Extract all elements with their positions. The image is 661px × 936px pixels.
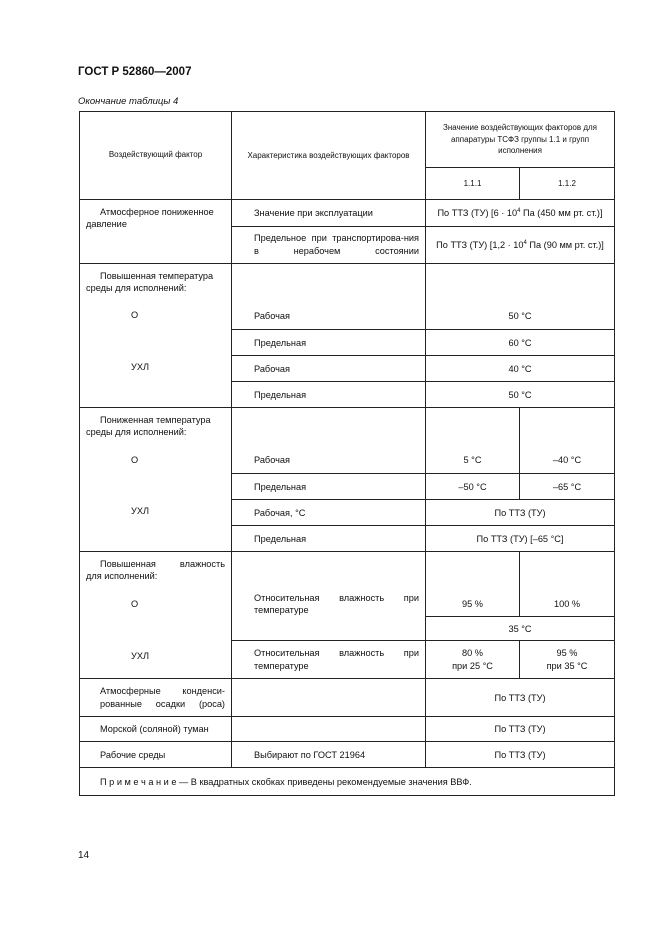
high-temp-o-limit-value: 60 °С [426,330,615,356]
low-temp-uhl-work: Рабочая, °С [232,500,426,526]
low-temp-o-work-v1: 5 °С [426,448,520,474]
page-number: 14 [78,850,90,861]
humidity-o-v1: 95 % [426,592,520,617]
factor-high-temp: Повышенная температура среды для исполнений: О УХЛ [80,264,232,408]
low-temp-o-work-v2: –40 °С [520,448,615,474]
header-characteristic: Характеристика воздействующих факторов [232,112,426,200]
humidity-o-v2: 100 % [520,592,615,617]
fog-value: По ТТЗ (ТУ) [426,717,615,742]
factor-condensed: Атмосферные конденси-рованные осадки (роса) [80,679,232,717]
factor-media: Рабочие среды [80,742,232,768]
table-caption: Окончание таблицы 4 [78,96,179,107]
factor-fog: Морской (соляной) туман [80,717,232,742]
media-characteristic: Выбирают по ГОСТ 21964 [232,742,426,768]
low-temp-uhl-work-value: По ТТЗ (ТУ) [426,500,615,526]
low-temp-uhl-limit: Предельная [232,526,426,552]
factor-low-temp: Пониженная температура среды для исполнений: О УХЛ [80,408,232,552]
low-temp-uhl-label: УХЛ [131,505,149,516]
low-temp-o-label: О [131,454,139,465]
high-temp-o-work-value: 50 °С [426,304,615,330]
factor-humidity: Повышенная влажность для исполнений: О УХЛ [80,552,232,679]
table-note: П р и м е ч а н и е — В квадратных скобках приведены рекомендуемые значения ВВФ. [80,768,615,796]
high-temp-o-limit: Предельная [232,330,426,356]
humidity-uhl-v2: 95 % при 35 °С [520,641,615,679]
low-temp-o-work: Рабочая [232,448,426,474]
pressure-operation-value: По ТТЗ (ТУ) [$6 \cdot 10^4$ Па (450 мм рт. ст.)] [426,200,615,227]
humidity-o-temperature: 35 °С [426,617,615,641]
header-group-1-1-2: 1.1.2 [520,168,615,200]
low-temp-o-limit-v2: –65 °С [520,474,615,500]
low-temp-uhl-limit-value: По ТТЗ (ТУ) [–65 °С] [426,526,615,552]
humidity-o-label: О [131,598,139,609]
low-temp-o-limit: Предельная [232,474,426,500]
factor-pressure: Атмосферное пониженное давление [80,200,232,264]
pressure-operation-label: Значение при эксплуатации [232,200,426,227]
condensed-value: По ТТЗ (ТУ) [426,679,615,717]
pressure-transport-label: Предельное при транспортирова-ния в нерабочем состоянии [232,227,426,264]
high-temp-uhl-limit-value: 50 °С [426,382,615,408]
document-header: ГОСТ Р 52860—2007 [78,66,192,78]
pressure-transport-value: По ТТЗ (ТУ) [$1,2 \cdot 10^4$ Па (90 мм рт. ст.)] [426,227,615,264]
low-temp-o-limit-v1: –50 °С [426,474,520,500]
humidity-uhl-v1: 80 % при 25 °С [426,641,520,679]
media-value: По ТТЗ (ТУ) [426,742,615,768]
high-temp-o-work: Рабочая [232,304,426,330]
humidity-uhl-characteristic: Относительная влажность при температуре [232,641,426,679]
high-temp-uhl-work-value: 40 °С [426,356,615,382]
high-temp-o-label: О [131,309,139,320]
high-temp-uhl-label: УХЛ [131,361,149,372]
factors-table [79,111,615,796]
header-values: Значение воздействующих факторов для аппаратуры ТСФЗ группы 1.1 и групп исполнения [426,112,615,168]
header-group-1-1-1: 1.1.1 [426,168,520,200]
high-temp-uhl-limit: Предельная [232,382,426,408]
humidity-o-characteristic: Относительная влажность при температуре [232,592,426,641]
header-factor: Воздействующий фактор [80,112,232,200]
high-temp-uhl-work: Рабочая [232,356,426,382]
humidity-uhl-label: УХЛ [131,650,149,661]
